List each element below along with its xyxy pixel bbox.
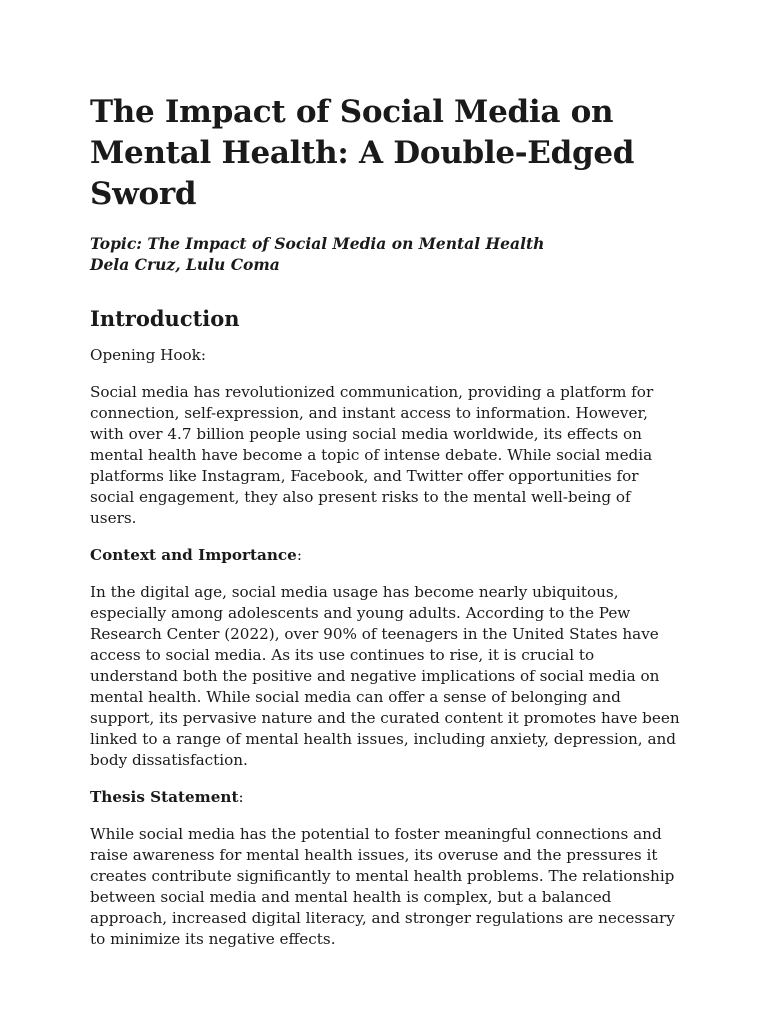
thesis-label-colon: : bbox=[238, 788, 244, 806]
context-paragraph: In the digital age, social media usage has become nearly ubiquitous, especially among adolescents and young adults. According to the Pew Research Center (2022), over 90% of teenagers in the United States have access to social media. As its use continues to rise, it is crucial to understand both the positive and negative implications of social media on mental health. While social media can offer a sense of belonging and support, its pervasive nature and the curated content it promotes have been linked to a range of mental health issues, including anxiety, depression, and body dissatisfaction. bbox=[90, 583, 680, 769]
document-title: The Impact of Social Media on Mental Health: A Double-Edged Sword bbox=[90, 94, 635, 212]
authors-line: Dela Cruz, Lulu Coma bbox=[90, 255, 280, 274]
thesis-paragraph: While social media has the potential to foster meaningful connections and raise awareness for mental health issues, its overuse and the pressures it creates contribute significantly to mental health problems. The relationship between social media and mental health is complex, but a balanced approach, increased digital literacy, and stronger regulations are necessary to minimize its negative effects. bbox=[90, 825, 675, 948]
context-label-colon: : bbox=[296, 546, 302, 564]
document-page bbox=[90, 92, 680, 966]
context-label: Context and Importance bbox=[90, 546, 297, 564]
opening-hook-label: Opening Hook: bbox=[90, 346, 206, 364]
context-label-line bbox=[90, 545, 680, 566]
opening-hook-paragraph: Social media has revolutionized communication, providing a platform for connection, self-expression, and instant access to information. However, with over 4.7 billion people using social media worldwide, its effects on mental health have become a topic of intense debate. While social media platforms like Instagram, Facebook, and Twitter offer opportunities for social engagement, they also present risks to the mental well-being of users. bbox=[90, 383, 654, 527]
introduction-heading: Introduction bbox=[90, 306, 240, 331]
thesis-label: Thesis Statement bbox=[90, 788, 239, 806]
thesis-label-line bbox=[90, 787, 680, 808]
topic-line: Topic: The Impact of Social Media on Mental Health bbox=[90, 234, 545, 253]
